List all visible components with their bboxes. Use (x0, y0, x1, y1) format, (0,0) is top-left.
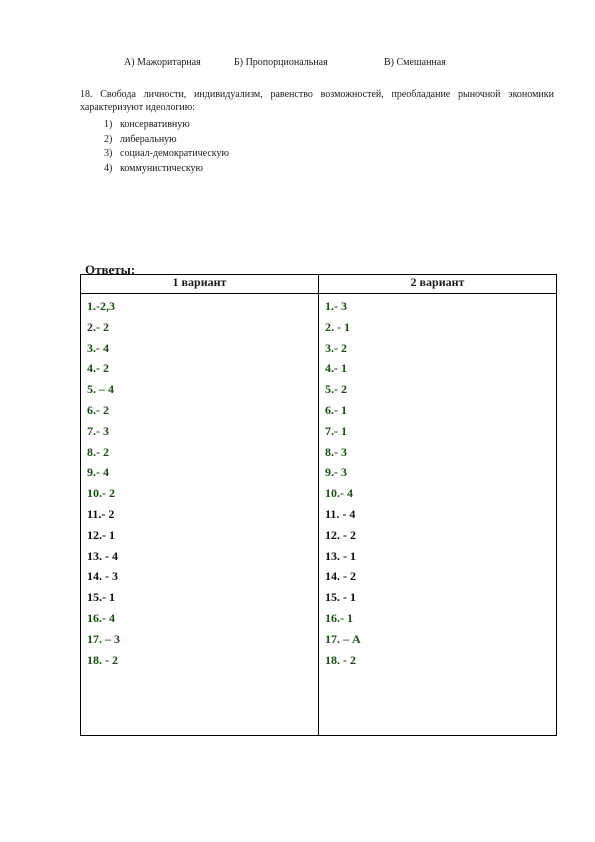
answer-item: 8.- 2 (87, 444, 109, 459)
question-option (104, 162, 229, 177)
option-number: 4) (104, 162, 113, 174)
answers-title: Ответы: (85, 262, 136, 277)
answer-item: 15. - 1 (325, 590, 356, 605)
answer-item: 4.- 2 (87, 361, 109, 376)
answer-item: 5. – 4 (87, 382, 114, 397)
answer-item: 6.- 1 (325, 402, 347, 417)
option-label: коммунистическую (120, 162, 204, 174)
answer-item: 7.- 1 (325, 423, 347, 438)
answer-item: 16.- 4 (87, 610, 115, 625)
answer-item: 12.- 1 (87, 527, 115, 542)
answer-item: 1.- 3 (325, 299, 347, 313)
option-number: 2) (104, 133, 113, 145)
answer-item: 18. - 2 (87, 652, 118, 667)
answer-item: 14. - 3 (87, 569, 118, 584)
option-b: Б) Пропорциональная (234, 57, 328, 68)
answer-item: 10.- 2 (87, 486, 115, 501)
answer-item: 10.- 4 (325, 486, 353, 501)
question-option (104, 118, 229, 133)
option-a: А) Мажоритарная (124, 57, 201, 68)
answer-item: 18. - 2 (325, 652, 356, 667)
answer-item: 2.- 2 (87, 319, 109, 334)
answer-item: 12. - 2 (325, 527, 356, 542)
option-label: консервативную (120, 119, 190, 130)
answer-item: 5.- 2 (325, 382, 347, 397)
answer-item: 17. – 3 (87, 631, 120, 646)
header-variant-1: 1 вариант (81, 275, 319, 294)
answer-item: 7.- 3 (87, 423, 109, 438)
answers-table (80, 274, 557, 736)
answer-item: 14. - 2 (325, 569, 356, 584)
header-variant-2: 2 вариант (319, 275, 557, 294)
question-option (104, 133, 229, 148)
variant-2-column (319, 294, 557, 736)
answer-item: 8.- 3 (325, 444, 347, 459)
answer-item: 15.- 1 (87, 590, 115, 605)
option-label: либеральную (120, 133, 177, 145)
answer-item: 11.- 2 (87, 506, 115, 521)
answer-item: 11. - 4 (325, 506, 356, 521)
variant-1-column (81, 294, 319, 736)
option-number: 1) (104, 119, 113, 130)
answer-item: 3.- 4 (87, 340, 109, 355)
answer-item: 9.- 4 (87, 465, 109, 480)
answer-item: 2. - 1 (325, 319, 350, 334)
question-18-text: 18. Свобода личности, индивидуализм, равенство возможностей, преобладание рыночной экономики характеризуют идеологию: (80, 89, 554, 113)
answer-item: 1.-2,3 (87, 299, 115, 313)
answer-item: 3.- 2 (325, 340, 347, 355)
answer-item: 16.- 1 (325, 610, 353, 625)
option-c: В) Смешанная (384, 57, 446, 68)
answer-item: 6.- 2 (87, 402, 109, 417)
answer-item: 13. - 4 (87, 548, 118, 563)
answer-item: 4.- 1 (325, 361, 347, 376)
answer-item: 9.- 3 (325, 465, 347, 480)
question-18-options (104, 118, 229, 176)
option-number: 3) (104, 148, 113, 159)
option-label: социал-демократическую (120, 148, 229, 159)
question-option (104, 147, 229, 162)
answer-item: 17. – А (325, 631, 361, 646)
answer-item: 13. - 1 (325, 548, 356, 563)
